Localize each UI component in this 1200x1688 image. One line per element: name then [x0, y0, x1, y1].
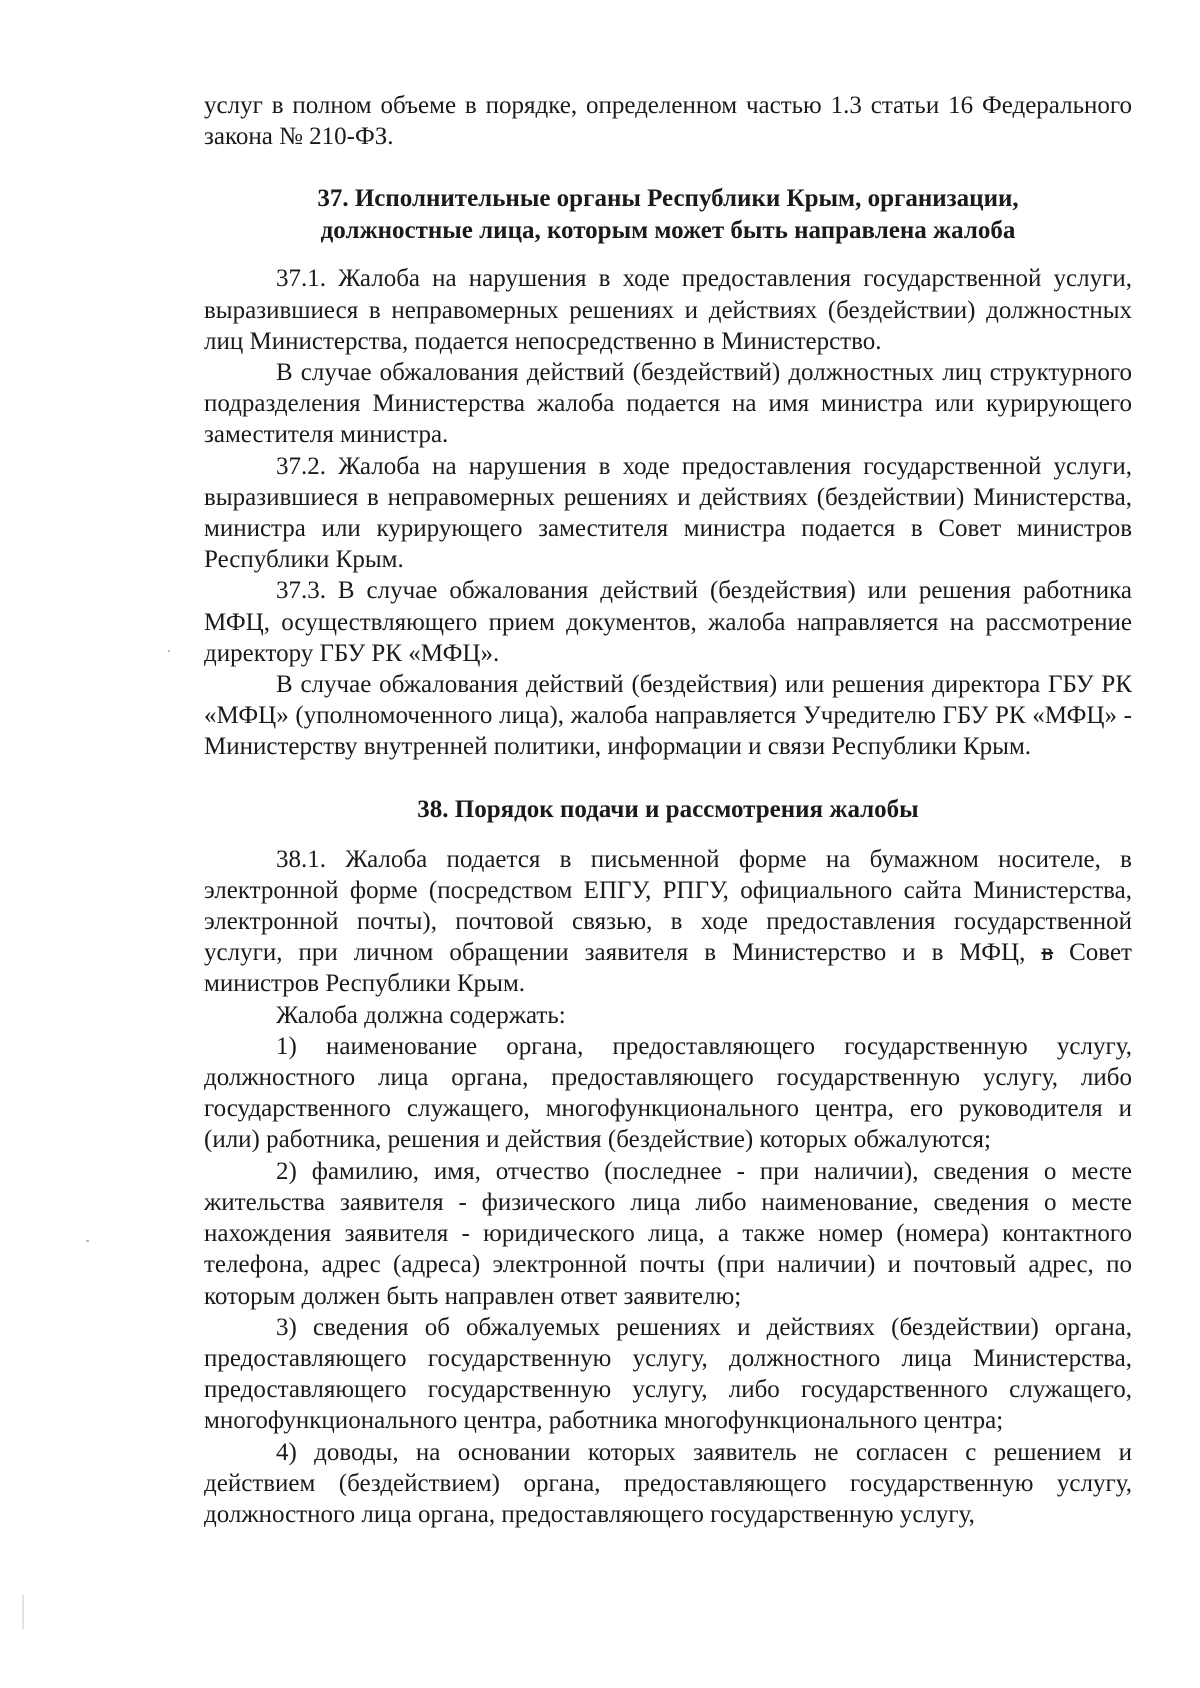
document-page [204, 90, 1132, 1530]
intro-continuation: услуг в полном объеме в порядке, определенном частью 1.3 статьи 16 Федерального закона № 210-ФЗ. [204, 92, 1132, 151]
paragraph-38-1-text-end: Совет министров Республики Крым. [204, 939, 1132, 998]
scan-speck [168, 650, 170, 652]
list-item: 2) фамилию, имя, отчество (последнее - при наличии), сведения о месте жительства заявителя - физического лица либо наименование, сведения о месте нахождения заявителя - юридического лица, а также номер (номера) контактного телефона, адрес (адреса) электронной почты (при наличии) и почтовый адрес, по которым должен быть направлен ответ заявителю; [204, 1157, 1132, 1310]
paragraph-37-1-appeal: В случае обжалования действий (бездействий) должностных лиц структурного подразделения Министерства жалоба подается на имя министра или курирующего заместителя министра. [204, 359, 1132, 449]
struck-word: в [1041, 939, 1054, 967]
section-37-heading-line1: 37. Исполнительные органы Республики Крым, организации, [317, 185, 1019, 213]
paragraph-38-1-text: 38.1. Жалоба подается в письменной форме на бумажном носителе, в электронной форме (посредством ЕПГУ, РПГУ, официального сайта Министерства, электронной почты), почтовой связью, в ходе предоставления государственной услуги, при личном обращении заявителя в Министерство и в МФЦ, [204, 845, 1132, 967]
paragraph-38-1 [204, 844, 1132, 1000]
section-38-heading: 38. Порядок подачи и рассмотрения жалобы [417, 795, 919, 823]
spacer [204, 152, 1132, 183]
scan-speck [22, 1595, 24, 1629]
scan-speck [86, 1240, 89, 1242]
spacer [204, 826, 1132, 844]
must-contain-line: Жалоба должна содержать: [276, 1001, 566, 1029]
section-37-heading-line2: должностные лица, которым может быть направлена жалоба [320, 217, 1016, 245]
spacer [204, 763, 1132, 794]
section-37-heading [204, 183, 1132, 247]
paragraph-37-3-director: В случае обжалования действий (бездействия) или решения директора ГБУ РК «МФЦ» (уполномоченного лица), жалоба направляется Учредителю ГБУ РК «МФЦ» - Министерству внутренней политики, информации и связи Республики Крым. [204, 671, 1132, 761]
paragraph-37-1: 37.1. Жалоба на нарушения в ходе предоставления государственной услуги, выразившиеся в неправомерных решениях и действиях (бездействии) должностных лиц Министерства, подается непосредственно в Министерство. [204, 265, 1132, 355]
paragraph-37-2: 37.2. Жалоба на нарушения в ходе предоставления государственной услуги, выразившиеся в неправомерных решениях и действиях (бездействии) Министерства, министра или курирующего заместителя министра подается в Совет министров Республики Крым. [204, 452, 1132, 574]
list-item: 1) наименование органа, предоставляющего государственную услугу, должностного лица органа, предоставляющего государственную услугу, либо государственного служащего, многофункционального центра, его руководителя и (или) работника, решения и действия (бездействие) которых обжалуются; [204, 1032, 1132, 1154]
list-item: 4) доводы, на основании которых заявитель не согласен с решением и действием (бездействием) органа, предоставляющего государственную услугу, должностного лица органа, предоставляющего государственную услугу, [204, 1438, 1132, 1528]
spacer [204, 247, 1132, 263]
list-item: 3) сведения об обжалуемых решениях и действиях (бездействии) органа, предоставляющего государственную услугу, должностного лица Министерства, предоставляющего государственную услугу, либо государственного служащего, многофункционального центра, работника многофункционального центра; [204, 1313, 1132, 1435]
paragraph-37-3: 37.3. В случае обжалования действий (бездействия) или решения работника МФЦ, осуществляющего прием документов, жалоба направляется на рассмотрение директору ГБУ РК «МФЦ». [204, 577, 1132, 667]
